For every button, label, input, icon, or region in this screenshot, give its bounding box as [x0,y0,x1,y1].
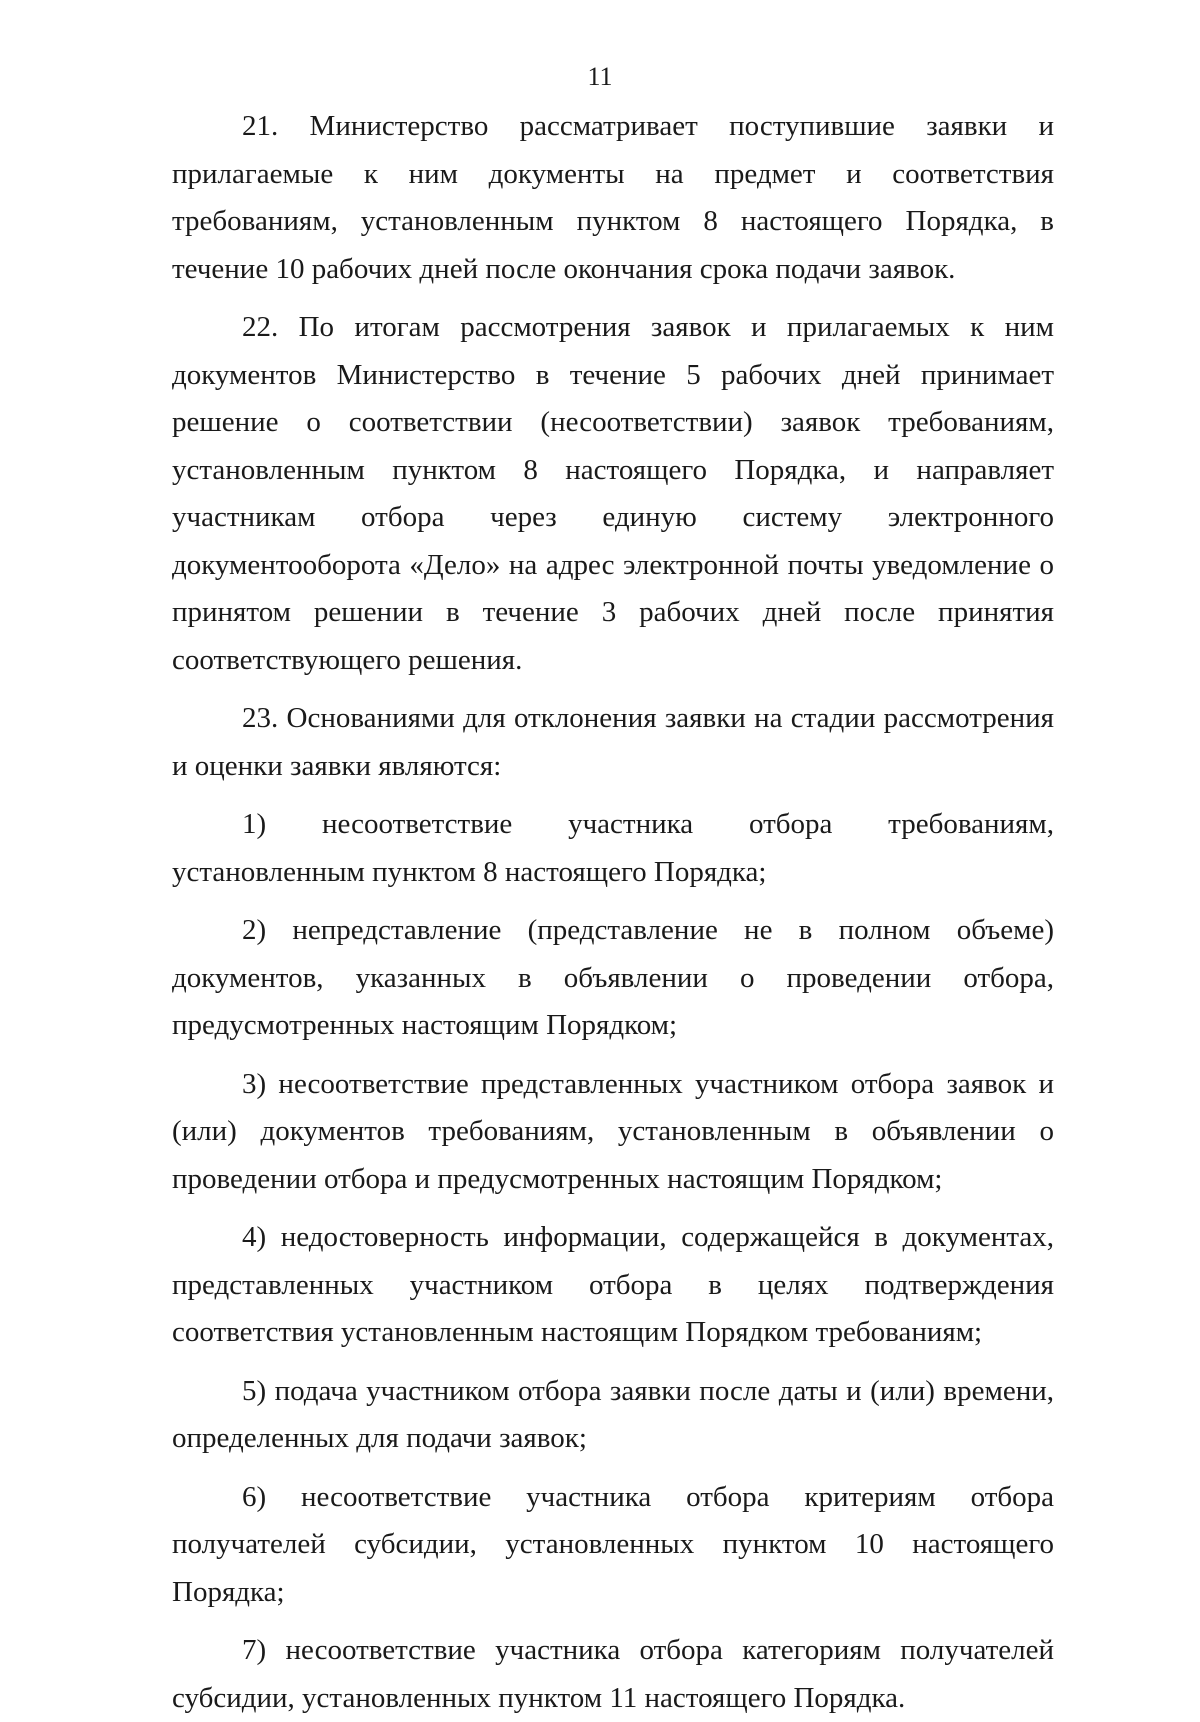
paragraph-23: 23. Основаниями для отклонения заявки на стадии рассмотрения и оценки заявки являются: [172,702,1054,782]
list-item-5: 5) подача участником отбора заявки после даты и (или) времени, определенных для подачи заявок; [172,1374,1054,1454]
list-item-2: 2) непредставление (представление не в полном объеме) документов, указанных в объявлении о проведении отбора, предусмотренных настоящим Порядком; [172,914,1054,1041]
page-number: 11 [587,62,613,91]
paragraph-21: 21. Министерство рассматривает поступившие заявки и прилагаемые к ним документы на предмет и соответствия требованиям, установленным пунктом 8 настоящего Порядка, в течение 10 рабочих дней после окончания срока подачи заявок. [172,110,1054,285]
document-body [172,103,1054,1722]
paragraph-22: 22. По итогам рассмотрения заявок и прилагаемых к ним документов Министерство в течение 5 рабочих дней принимает решение о соответствии (несоответствии) заявок требованиям, установленным пунктом 8 настоящего Порядка, и направляет участникам отбора через единую систему электронного документооборота «Дело» на адрес электронной почты уведомление о принятом решении в течение 3 рабочих дней после принятия соответствующего решения. [172,311,1054,676]
list-item-7: 7) несоответствие участника отбора категориям получателей субсидии, установленных пунктом 11 настоящего Порядка. [172,1634,1054,1714]
list-item-6: 6) несоответствие участника отбора критериям отбора получателей субсидии, установленных пунктом 10 настоящего Порядка; [172,1480,1054,1608]
list-item-3: 3) несоответствие представленных участником отбора заявок и (или) документов требованиям, установленным в объявлении о проведении отбора и предусмотренных настоящим Порядком; [172,1067,1054,1195]
list-item-4: 4) недостоверность информации, содержащейся в документах, представленных участником отбора в целях подтверждения соответствия установленным настоящим Порядком требованиям; [172,1221,1054,1348]
list-item-1: 1) несоответствие участника отбора требованиям, установленным пунктом 8 настоящего Порядка; [172,808,1054,888]
